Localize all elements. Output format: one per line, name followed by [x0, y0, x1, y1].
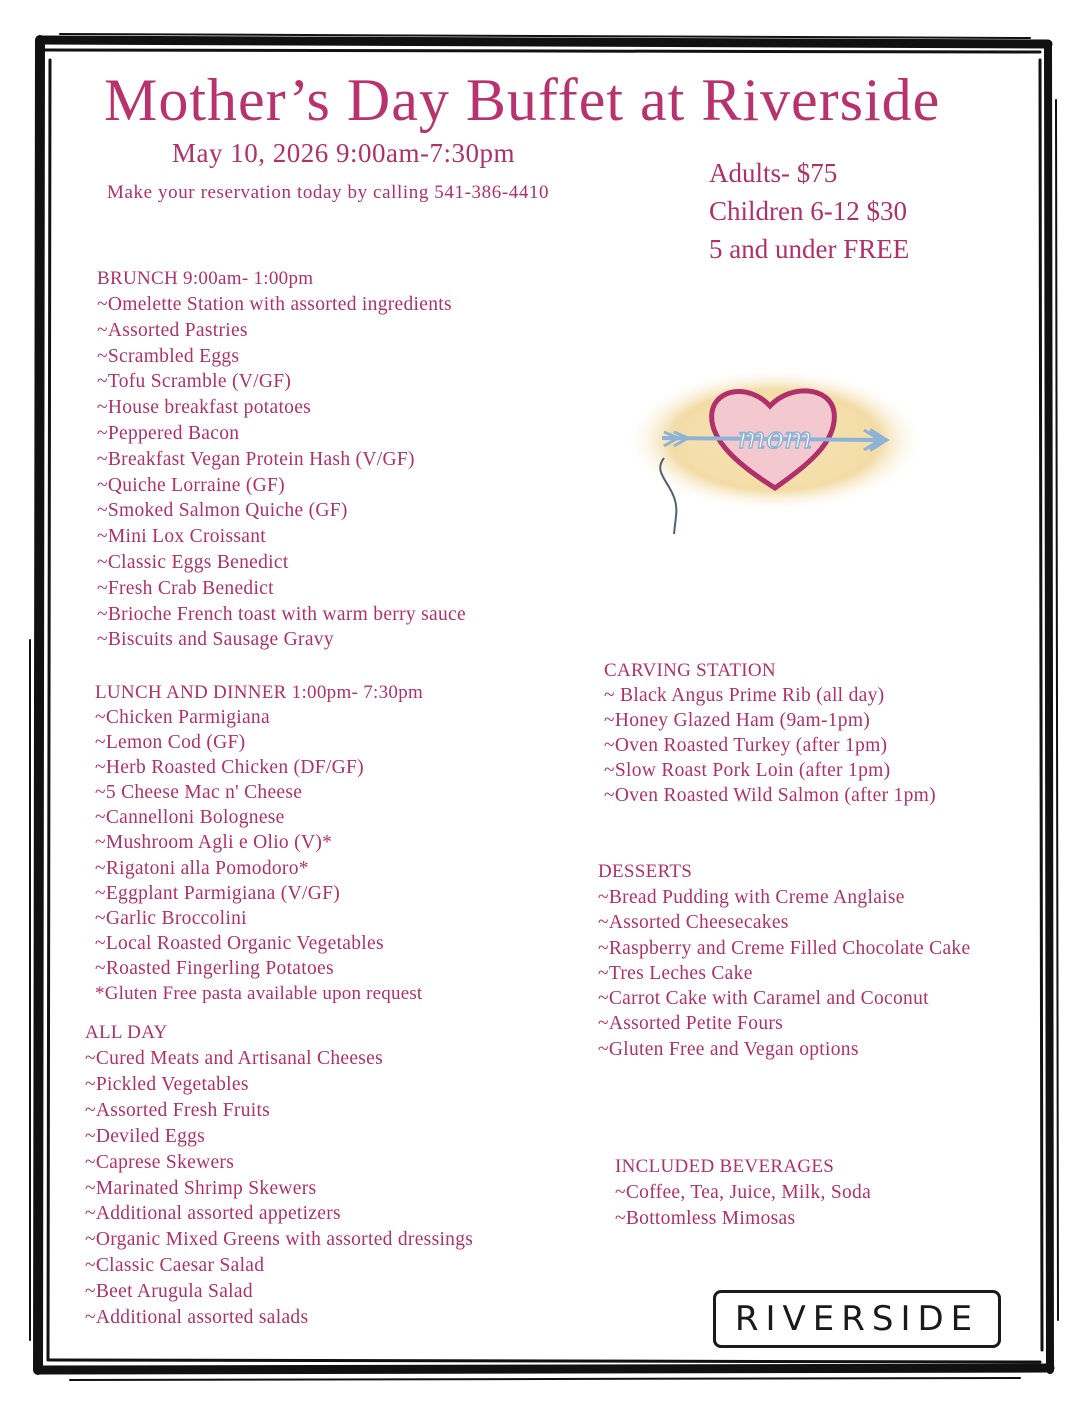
list-item: ~Lemon Cod (GF) [95, 732, 246, 754]
desserts-list [598, 885, 970, 1062]
list-item: ~Beet Arugula Salad [85, 1281, 253, 1303]
section-title: LUNCH AND DINNER 1:00pm- 7:30pm [95, 682, 424, 703]
brunch-section [97, 266, 466, 653]
mom-label: mom [737, 421, 813, 456]
list-item: ~Quiche Lorraine (GF) [97, 474, 285, 496]
price-under-five: 5 and under FREE [709, 234, 910, 264]
price-list [709, 154, 909, 268]
list-item: ~Classic Caesar Salad [85, 1255, 265, 1277]
list-item: ~Breakfast Vegan Protein Hash (V/GF) [97, 448, 415, 470]
carving-list [604, 683, 936, 808]
section-title: BRUNCH 9:00am- 1:00pm [97, 268, 314, 289]
beverages-section [615, 1153, 871, 1232]
list-item: ~Deviled Eggs [85, 1125, 206, 1147]
list-item: ~Additional assorted salads [85, 1307, 309, 1329]
list-item: ~Fresh Crab Benedict [97, 577, 274, 599]
list-item: ~Scrambled Eggs [97, 345, 240, 367]
list-item: ~Marinated Shrimp Skewers [85, 1177, 317, 1199]
desserts-section [598, 859, 970, 1062]
list-item: ~Eggplant Parmigiana (V/GF) [95, 882, 341, 904]
list-item: ~Tres Leches Cake [598, 962, 753, 984]
list-item: ~Organic Mixed Greens with assorted dressings [85, 1229, 474, 1251]
list-item: ~Additional assorted appetizers [85, 1203, 341, 1225]
list-item: ~Smoked Salmon Quiche (GF) [97, 500, 348, 522]
list-item: ~House breakfast potatoes [97, 397, 312, 419]
brunch-list [97, 292, 466, 653]
heart-arrow-illustration [620, 366, 930, 536]
list-item: ~Oven Roasted Turkey (after 1pm) [604, 735, 888, 756]
list-item: ~Chicken Parmigiana [95, 707, 270, 728]
all-day-section [85, 1020, 473, 1331]
event-date-time: May 10, 2026 9:00am-7:30pm [172, 138, 515, 168]
list-item: ~Cured Meats and Artisanal Cheeses [85, 1048, 384, 1069]
list-item: ~Slow Roast Pork Loin (after 1pm) [604, 760, 891, 781]
list-item: ~Classic Eggs Benedict [97, 551, 289, 573]
list-item: ~Roasted Fingerling Potatoes [95, 957, 334, 979]
list-item: ~Herb Roasted Chicken (DF/GF) [95, 757, 364, 779]
heart-icon [620, 366, 930, 536]
list-item: ~Oven Roasted Wild Salmon (after 1pm) [604, 785, 936, 806]
list-item: ~Assorted Cheesecakes [598, 912, 789, 934]
list-item: ~Honey Glazed Ham (9am-1pm) [604, 710, 871, 731]
list-item: ~Peppered Bacon [97, 422, 240, 444]
list-item: ~ Black Angus Prime Rib (all day) [604, 685, 885, 706]
list-item: ~Bread Pudding with Creme Anglaise [598, 887, 905, 908]
list-item: ~Garlic Broccolini [95, 907, 247, 929]
list-item: ~Assorted Petite Fours [598, 1013, 784, 1035]
gluten-free-note: *Gluten Free pasta available upon request [95, 983, 423, 1005]
list-item: ~Carrot Cake with Caramel and Coconut [598, 988, 929, 1010]
list-item: ~Bottomless Mimosas [615, 1208, 796, 1229]
section-title: CARVING STATION [604, 660, 776, 681]
section-title: DESSERTS [598, 861, 693, 882]
list-item: ~Local Roasted Organic Vegetables [95, 932, 384, 954]
lunch-dinner-section [95, 680, 423, 1006]
lunch-dinner-list [95, 705, 423, 981]
page-title: Mother’s Day Buffet at Riverside [104, 67, 941, 133]
list-item: ~Assorted Fresh Fruits [85, 1099, 271, 1121]
list-item: ~Brioche French toast with warm berry sauce [97, 603, 466, 625]
list-item: ~Rigatoni alla Pomodoro* [95, 857, 309, 879]
section-title: ALL DAY [85, 1022, 168, 1043]
list-item: ~Coffee, Tea, Juice, Milk, Soda [615, 1182, 872, 1203]
beverages-list [615, 1180, 871, 1232]
reservation-line: Make your reservation today by calling 541-386-4410 [107, 182, 550, 203]
list-item: ~Caprese Skewers [85, 1151, 235, 1173]
list-item: ~Omelette Station with assorted ingredients [97, 294, 452, 315]
list-item: ~Biscuits and Sausage Gravy [97, 629, 334, 651]
list-item: ~Assorted Pastries [97, 319, 248, 341]
list-item: ~Gluten Free and Vegan options [598, 1038, 859, 1060]
price-children: Children 6-12 $30 [709, 196, 907, 226]
list-item: ~Tofu Scramble (V/GF) [97, 371, 292, 393]
list-item: ~Cannelloni Bolognese [95, 807, 285, 829]
list-item: ~Pickled Vegetables [85, 1073, 249, 1095]
list-item: ~5 Cheese Mac n' Cheese [95, 782, 303, 804]
riverside-logo: RIVERSIDE [713, 1290, 1001, 1348]
section-title: INCLUDED BEVERAGES [615, 1156, 835, 1177]
price-adults: Adults- $75 [709, 158, 838, 188]
list-item: ~Mushroom Agli e Olio (V)* [95, 832, 333, 854]
list-item: ~Mini Lox Croissant [97, 526, 267, 548]
all-day-list [85, 1046, 473, 1331]
list-item: ~Raspberry and Creme Filled Chocolate Cake [598, 937, 971, 959]
carving-station-section [604, 658, 936, 808]
